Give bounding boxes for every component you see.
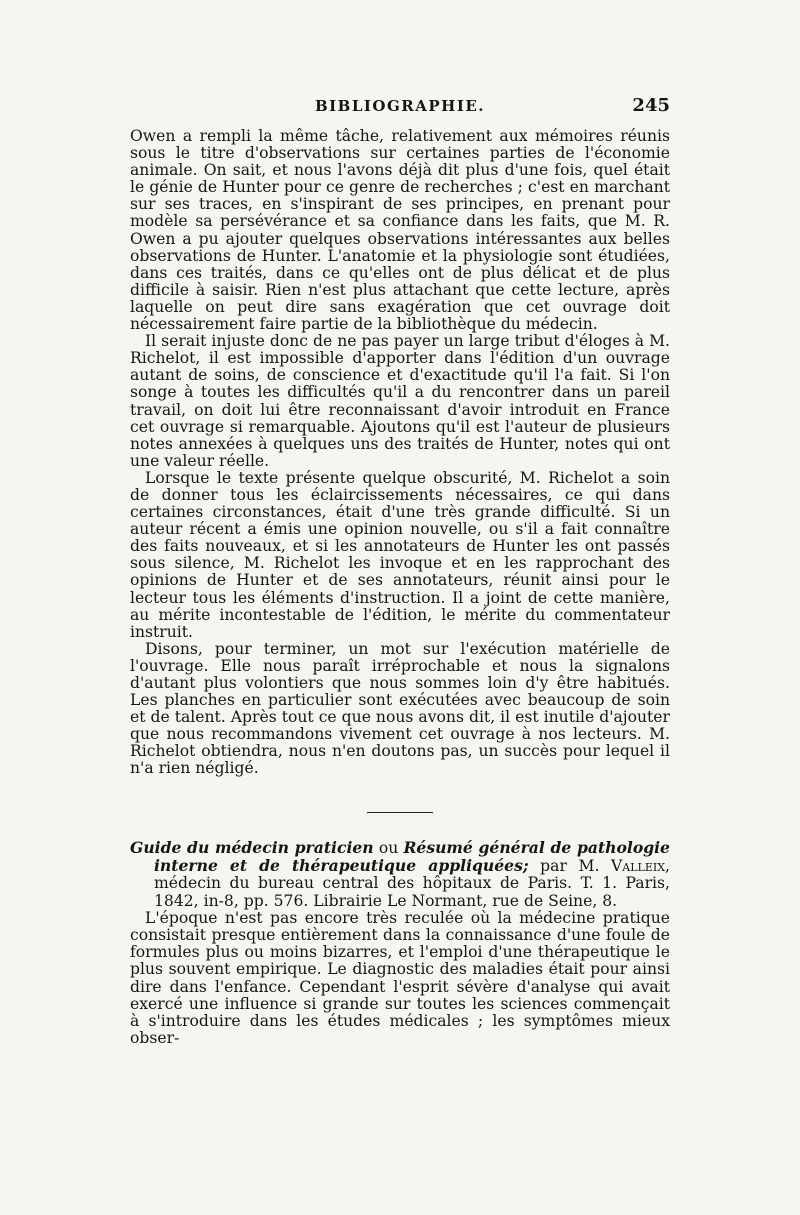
review-details: , médecin du bureau central des hôpitaux de Paris. T. 1. Paris, 1842, in-8, pp. 576. Librairie Le Normant, rue de Seine, 8. — [154, 856, 670, 910]
page-number: 245 — [632, 95, 670, 116]
paragraph-obscurite: Lorsque le texte présente quelque obscurité, M. Richelot a soin de donner tous les éclaircissements nécessaires, ce qui dans certaines circonstances, était d'une très grande difficulté. Si un auteur récent a émis une opinion nouvelle, ou s'il a fait connaître des faits nouveaux, et si les annotateurs de Hunter les ont passés sous silence, M. Richelot les invoque et en les rapprochant des opinions de Hunter et de ses annotateurs, réunit ainsi pour le lecteur tous les éléments d'instruction. Il a joint de cette manière, au mérite incontestable de l'édition, le mérite du commentateur instruit. — [130, 468, 670, 641]
paragraph-richelot-praise: Il serait injuste donc de ne pas payer un large tribut d'éloges à M. Richelot, il est impossible d'apporter dans l'édition d'un ouvrage autant de soins, de conscience et d'exactitude qu'il l'a fait. Si l'on songe à toutes les difficultés qu'il a du rencontrer dans un pareil travail, on doit lui être reconnaissant d'avoir introduit en France cet ouvrage si remarquable. Ajoutons qu'il est l'auteur de plusieurs notes annexées à quelques uns des traités de Hunter, notes qui ont une valeur réelle. — [130, 332, 670, 470]
review-author: Valleix — [611, 856, 666, 875]
paragraph-owen: Owen a rempli la même tâche, relativement aux mémoires réunis sous le titre d'observations sur certaines parties de l'économie animale. On sait, et nous l'avons déjà dit plus d'une fois, quel était le génie de Hunter pour ce genre de recherches ; c'est en marchant sur ses traces, en s'inspirant de ses principes, en prenant pour modèle sa persévérance et sa confiance dans les faits, que M. R. Owen a pu ajouter quelques observations intéressantes aux belles observations de Hunter. L'anatomie et la physiologie sont étudiées, dans ces traités, dans ce qu'elles ont de plus délicat et de plus difficile à saisir. Rien n'est plus attachant que cette lecture, après laquelle on peut dire sans exagération que cet ouvrage doit nécessairement faire partie de la bibliothèque du médecin. — [130, 127, 670, 334]
review-title-part1: Guide du médecin praticien — [130, 837, 374, 857]
review-entry — [130, 839, 670, 911]
review-by: par M. — [528, 856, 611, 875]
page-header — [130, 97, 670, 123]
review-title-part2: Résumé général de pathologie interne et de thérapeutique appliquées; — [154, 837, 670, 875]
page-body — [130, 128, 670, 1047]
paragraph-execution: Disons, pour terminer, un mot sur l'exécution matérielle de l'ouvrage. Elle nous paraît irréprochable et nous la signalons d'autant plus volontiers que nous sommes loin d'y être habitués. Les planches en particulier sont exécutées avec beaucoup de soin et de talent. Après tout ce que nous avons dit, il est inutile d'ajouter que nous recommandons vivement cet ouvrage à nos lecteurs. M. Richelot obtiendra, nous n'en doutons pas, un succès pour lequel il n'a rien négligé. — [130, 639, 670, 778]
review-connector: ou — [373, 838, 404, 857]
running-title: BIBLIOGRAPHIE. — [314, 97, 486, 115]
review-paragraph: L'époque n'est pas encore très reculée où la médecine pratique consistait presque entièrement dans la connaissance d'une foule de formules plus ou moins bizarres, et l'emploi d'une thérapeutique le plus souvent empirique. Le diagnostic des maladies était pour ainsi dire dans l'enfance. Cependant l'esprit sévère d'analyse qui avait exercé une influence si grande sur toutes les sciences commençait à s'introduire dans les études médicales ; les symptômes mieux obser- — [130, 909, 670, 1047]
section-divider — [367, 812, 433, 813]
